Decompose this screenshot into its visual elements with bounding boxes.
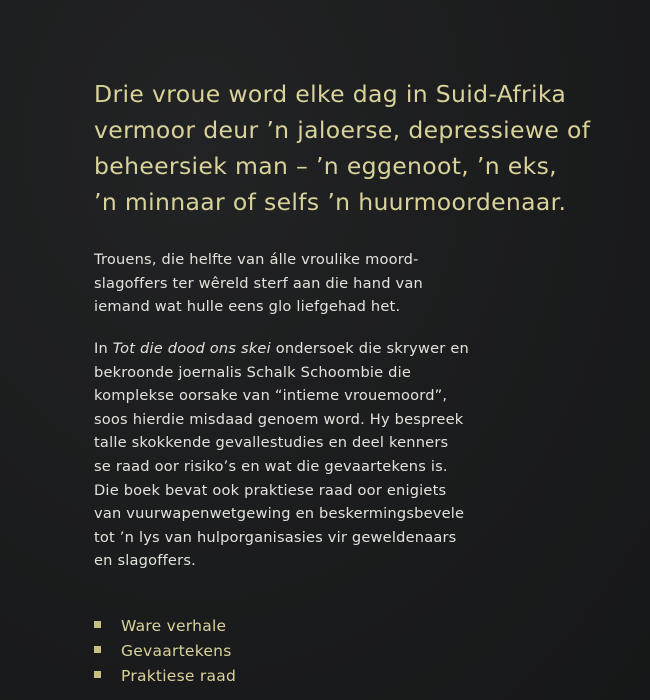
list-item	[94, 639, 236, 664]
headline-line: ’n minnaar of selfs ’n huurmoordenaar.	[94, 188, 567, 216]
paragraph-line: slagoffers ter wêreld sterf aan die hand van	[94, 274, 423, 292]
headline-line: beheersiek man – ’n eggenoot, ’n eks,	[94, 152, 557, 180]
list-item	[94, 664, 236, 689]
headline-line: Drie vroue word elke dag in Suid-Afrika	[94, 80, 567, 108]
paragraph-line	[94, 337, 614, 361]
headline-blurb	[94, 76, 639, 220]
paragraph-line: se raad oor risiko’s en wat die gevaartekens is.	[94, 457, 448, 475]
paragraph-line: Die boek bevat ook praktiese raad oor enigiets	[94, 481, 447, 499]
list-item-label: Ware verhale	[121, 617, 227, 635]
paragraph-line: talle skokkende gevallestudies en deel kenners	[94, 434, 449, 452]
paragraph-line: tot ’n lys van hulporganisasies vir geweldenaars	[94, 528, 457, 546]
list-item	[94, 614, 236, 639]
paragraph-line: en slagoffers.	[94, 552, 196, 570]
paragraph-line: soos hierdie misdaad genoem word. Hy bespreek	[94, 410, 464, 428]
square-bullet-icon	[94, 646, 101, 653]
intro-paragraph	[94, 248, 614, 319]
list-item-label: Praktiese raad	[121, 667, 237, 685]
description-paragraph	[94, 337, 614, 573]
list-item-label: Gevaartekens	[121, 642, 232, 660]
paragraph-line: Trouens, die helfte van álle vroulike moord-	[94, 251, 419, 268]
feature-list	[94, 614, 236, 689]
square-bullet-icon	[94, 671, 101, 678]
paragraph-text: ondersoek die skrywer en	[270, 340, 469, 357]
paragraph-text: In	[94, 340, 113, 357]
book-title: Tot die dood ons skei	[112, 340, 271, 357]
paragraph-line: komplekse oorsake van “intieme vrouemoord”,	[94, 387, 448, 405]
paragraph-line: bekroonde joernalis Schalk Schoombie die	[94, 363, 412, 381]
square-bullet-icon	[94, 621, 101, 628]
headline-line: vermoor deur ’n jaloerse, depressiewe of	[94, 116, 591, 144]
paragraph-line: van vuurwapenwetgewing en beskermingsbevele	[94, 505, 465, 523]
paragraph-line: iemand wat hulle eens glo liefgehad het.	[94, 298, 401, 316]
